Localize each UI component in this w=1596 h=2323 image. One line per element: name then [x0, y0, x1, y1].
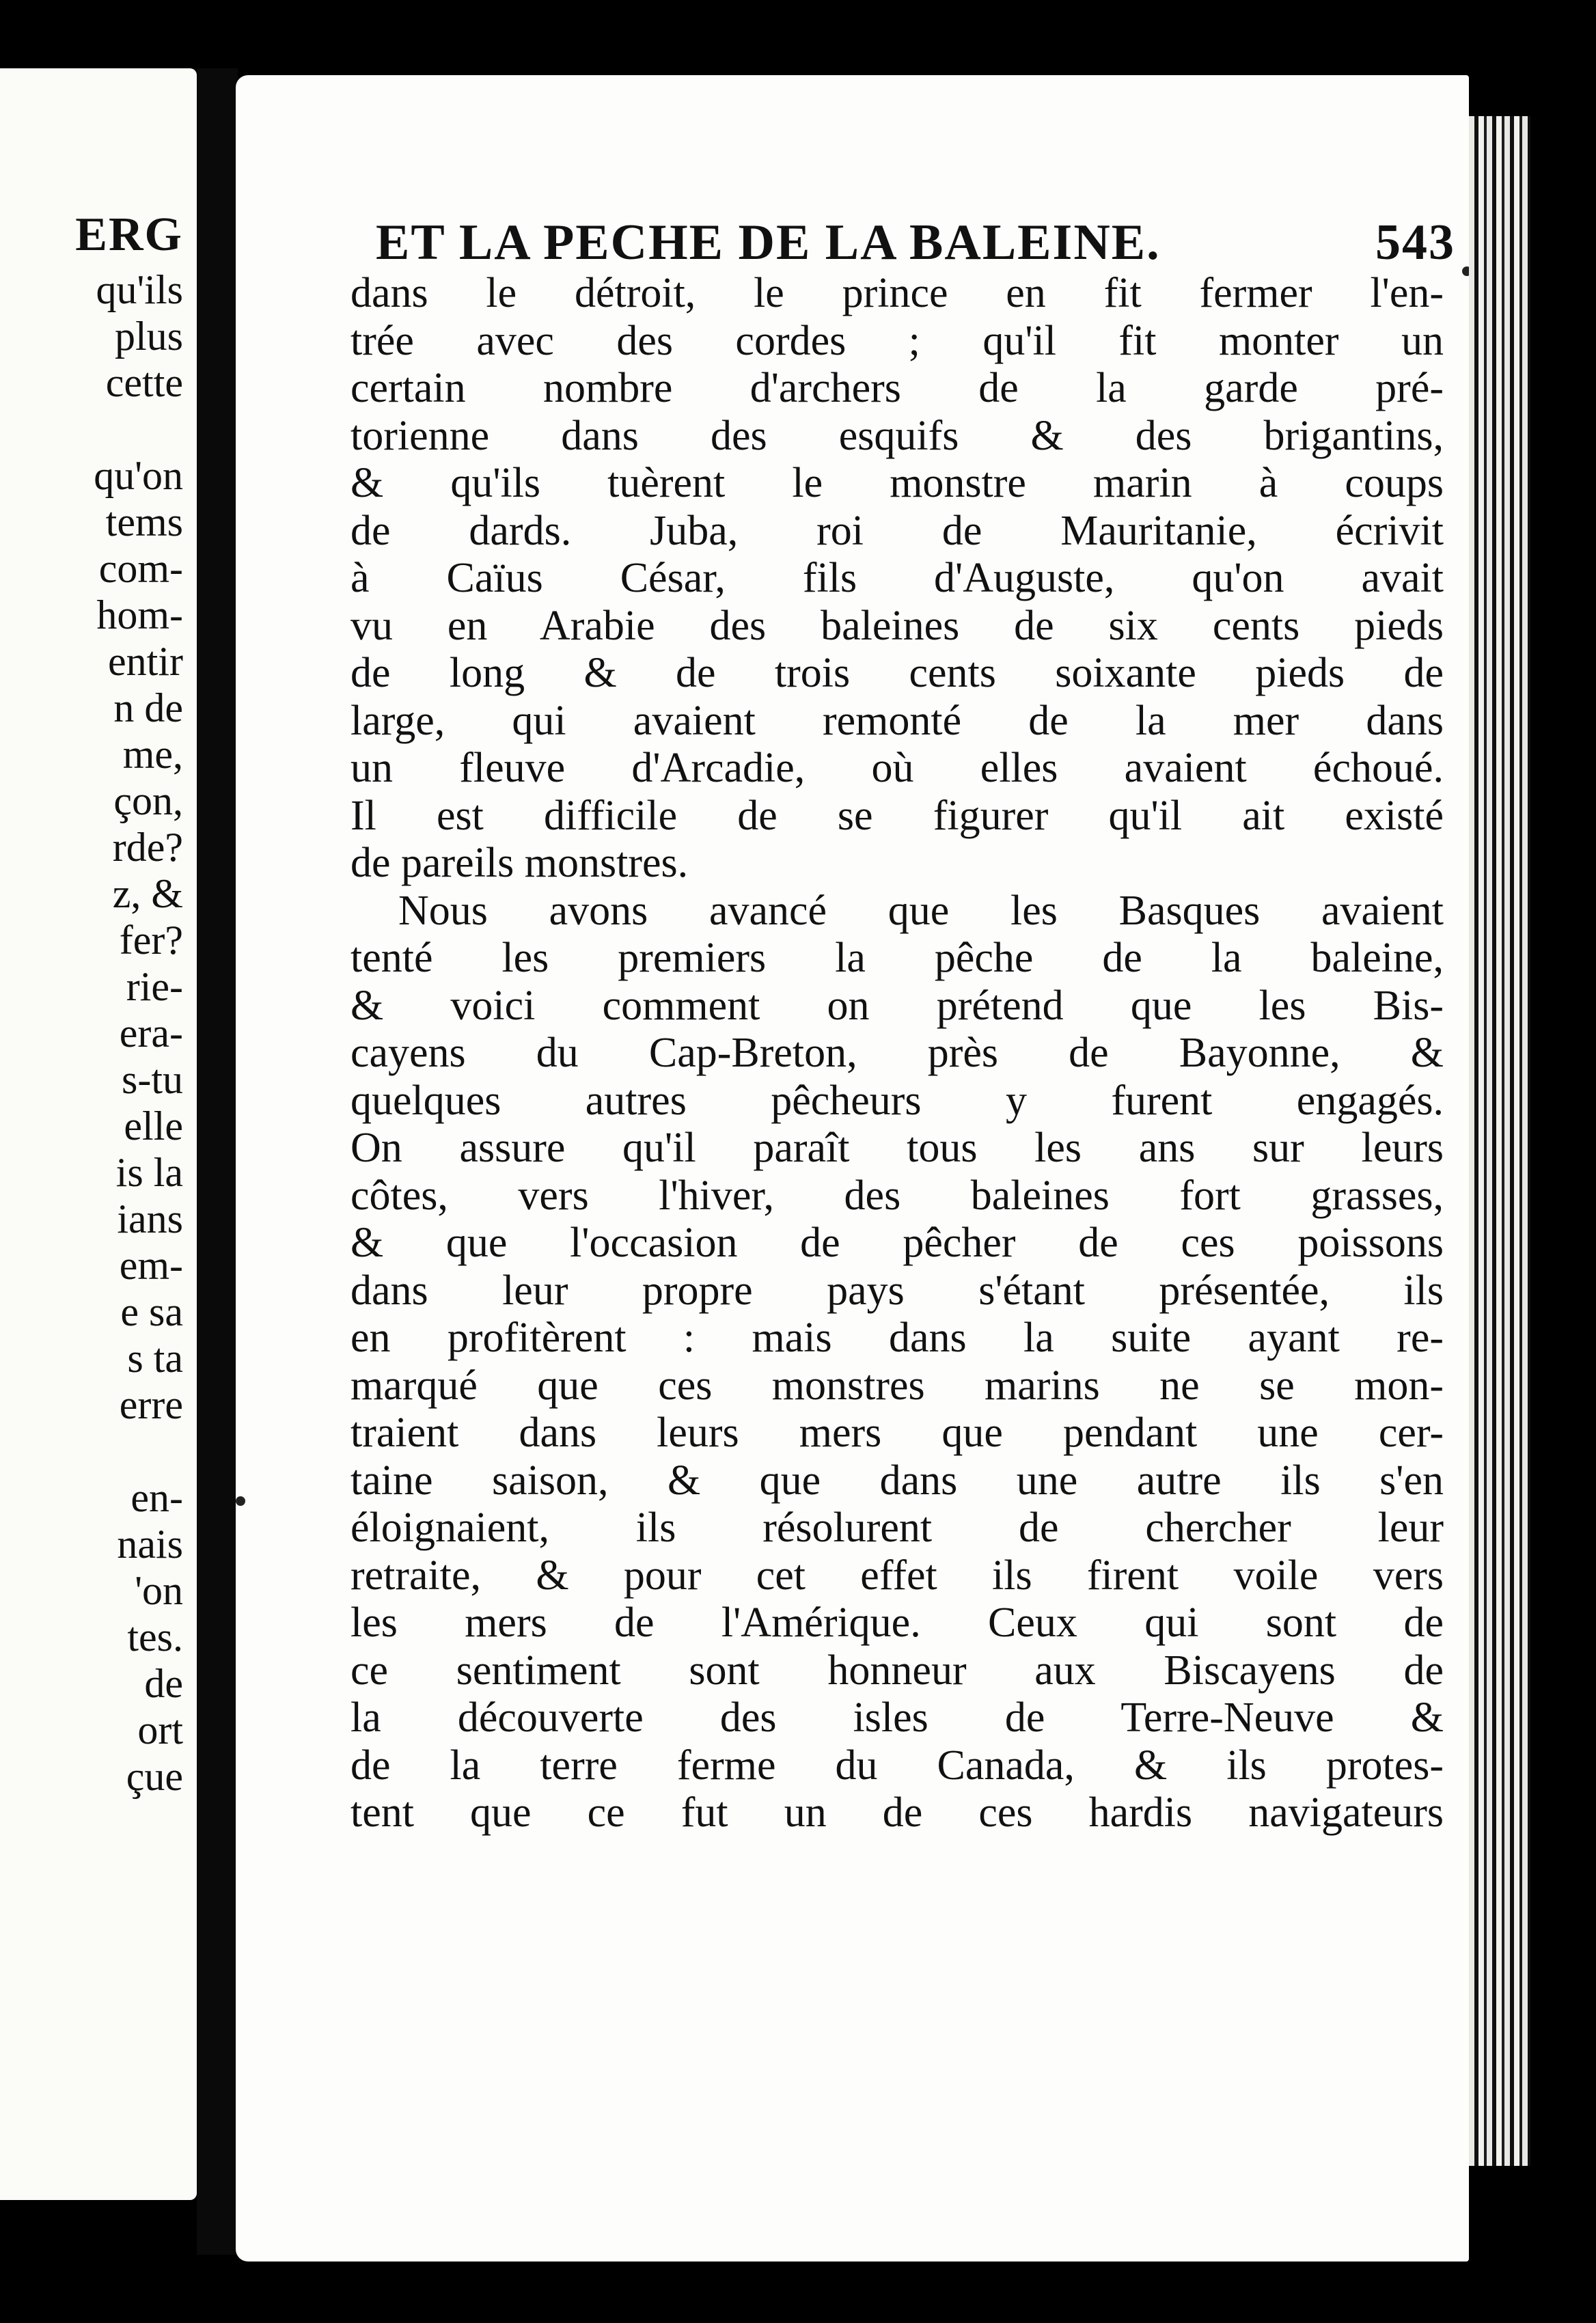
left-page-line: me, — [122, 732, 183, 777]
text-line: traient dans leurs mers que pendant une cer- — [350, 1410, 1444, 1456]
text-line: de long & de trois cents soixante pieds de — [350, 650, 1444, 696]
text-line: ce sentiment sont honneur aux Biscayens de — [350, 1647, 1444, 1694]
text-line: taine saison, & que dans une autre ils s'en — [350, 1457, 1444, 1504]
left-page-line: z, & — [112, 871, 183, 916]
ink-speck — [1462, 266, 1469, 276]
text-line: à Caïus César, fils d'Auguste, qu'on avait — [350, 555, 1444, 601]
left-page-line: n de — [113, 685, 183, 730]
paragraph-end-line: de pareils monstres. — [350, 840, 689, 886]
text-line: la découverte des isles de Terre-Neuve & — [350, 1694, 1444, 1741]
text-line: certain nombre d'archers de la garde pré- — [350, 365, 1444, 411]
text-line: & voici comment on prétend que les Bis- — [350, 982, 1444, 1029]
ink-speck — [236, 1496, 245, 1506]
text-line: en profitèrent : mais dans la suite ayant re- — [350, 1315, 1444, 1361]
left-page-line: hom- — [96, 592, 183, 637]
left-page-line: ort — [137, 1707, 183, 1752]
left-page-line: cette — [105, 360, 183, 405]
text-line: torienne dans des esquifs & des brigantins, — [350, 412, 1444, 459]
left-page-line: 'on — [135, 1568, 183, 1613]
text-line: dans leur propre pays s'étant présentée, ils — [350, 1267, 1444, 1314]
left-page-line: era- — [119, 1011, 183, 1056]
left-page-line: entir — [108, 639, 183, 684]
text-line: de la terre ferme du Canada, & ils protes- — [350, 1742, 1444, 1789]
paragraph-start-line: Nous avons avancé que les Basques avaient — [398, 887, 1444, 934]
text-line: retraite, & pour cet effet ils firent voile vers — [350, 1552, 1444, 1599]
text-line: trée avec des cordes ; qu'il fit monter un — [350, 317, 1444, 364]
text-line: cayens du Cap-Breton, près de Bayonne, & — [350, 1030, 1444, 1076]
text-line: les mers de l'Amérique. Ceux qui sont de — [350, 1599, 1444, 1646]
text-line: dans le détroit, le prince en fit fermer l'en- — [350, 270, 1444, 316]
text-line: de dards. Juba, roi de Mauritanie, écrivit — [350, 507, 1444, 554]
left-page-line: rde? — [112, 825, 183, 870]
text-line: & qu'ils tuèrent le monstre marin à coups — [350, 460, 1444, 506]
left-page-line: em- — [119, 1243, 183, 1288]
text-line: vu en Arabie des baleines de six cents pieds — [350, 602, 1444, 649]
left-page-line: rie- — [126, 964, 183, 1009]
left-page-line: tems — [105, 499, 183, 545]
left-page-line: çue — [126, 1754, 183, 1799]
left-page-line: fer? — [119, 918, 183, 963]
running-head — [376, 212, 1455, 273]
left-page-fragment — [0, 68, 197, 2200]
left-page-line: s ta — [127, 1336, 183, 1381]
left-page-line: tes. — [127, 1614, 183, 1660]
body-text — [350, 270, 1444, 1837]
left-page-line: is la — [115, 1150, 183, 1195]
left-page-line: qu'ils — [96, 267, 183, 312]
page-number: 543 — [1375, 215, 1455, 271]
left-page-line: çon, — [113, 778, 183, 823]
left-page-line: en- — [130, 1475, 183, 1520]
text-line: On assure qu'il paraît tous les ans sur leurs — [350, 1125, 1444, 1171]
left-page-line: erre — [119, 1382, 183, 1427]
left-page-line: e sa — [120, 1289, 183, 1334]
left-page-line: s-tu — [122, 1057, 183, 1102]
text-line: & que l'occasion de pêcher de ces poissons — [350, 1220, 1444, 1266]
left-running-head-fragment: ERG — [75, 208, 183, 261]
text-line: côtes, vers l'hiver, des baleines fort grasses, — [350, 1172, 1444, 1219]
left-page-line: nais — [117, 1522, 183, 1567]
text-line: tenté les premiers la pêche de la baleine, — [350, 935, 1444, 981]
text-line: large, qui avaient remonté de la mer dans — [350, 697, 1444, 744]
text-line: un fleuve d'Arcadie, où elles avaient échoué. — [350, 745, 1444, 791]
text-line: tent que ce fut un de ces hardis navigateurs — [350, 1789, 1444, 1836]
text-line: quelques autres pêcheurs y furent engagés. — [350, 1077, 1444, 1124]
left-page-line: elle — [124, 1103, 183, 1149]
page-edges — [1469, 116, 1530, 2166]
book-gutter — [197, 68, 238, 2255]
left-page-line: plus — [114, 314, 183, 359]
left-page-line: qu'on — [94, 453, 183, 498]
text-line: marqué que ces monstres marins ne se mon- — [350, 1362, 1444, 1409]
right-page — [236, 75, 1469, 2262]
text-line: Il est difficile de se figurer qu'il ait existé — [350, 792, 1444, 839]
running-head-title: ET LA PECHE DE LA BALEINE. — [376, 215, 1161, 271]
left-page-line: com- — [98, 546, 183, 591]
left-page-line: ians — [117, 1196, 183, 1241]
text-line: éloignaient, ils résolurent de chercher leur — [350, 1504, 1444, 1551]
left-page-line: de — [144, 1661, 183, 1706]
